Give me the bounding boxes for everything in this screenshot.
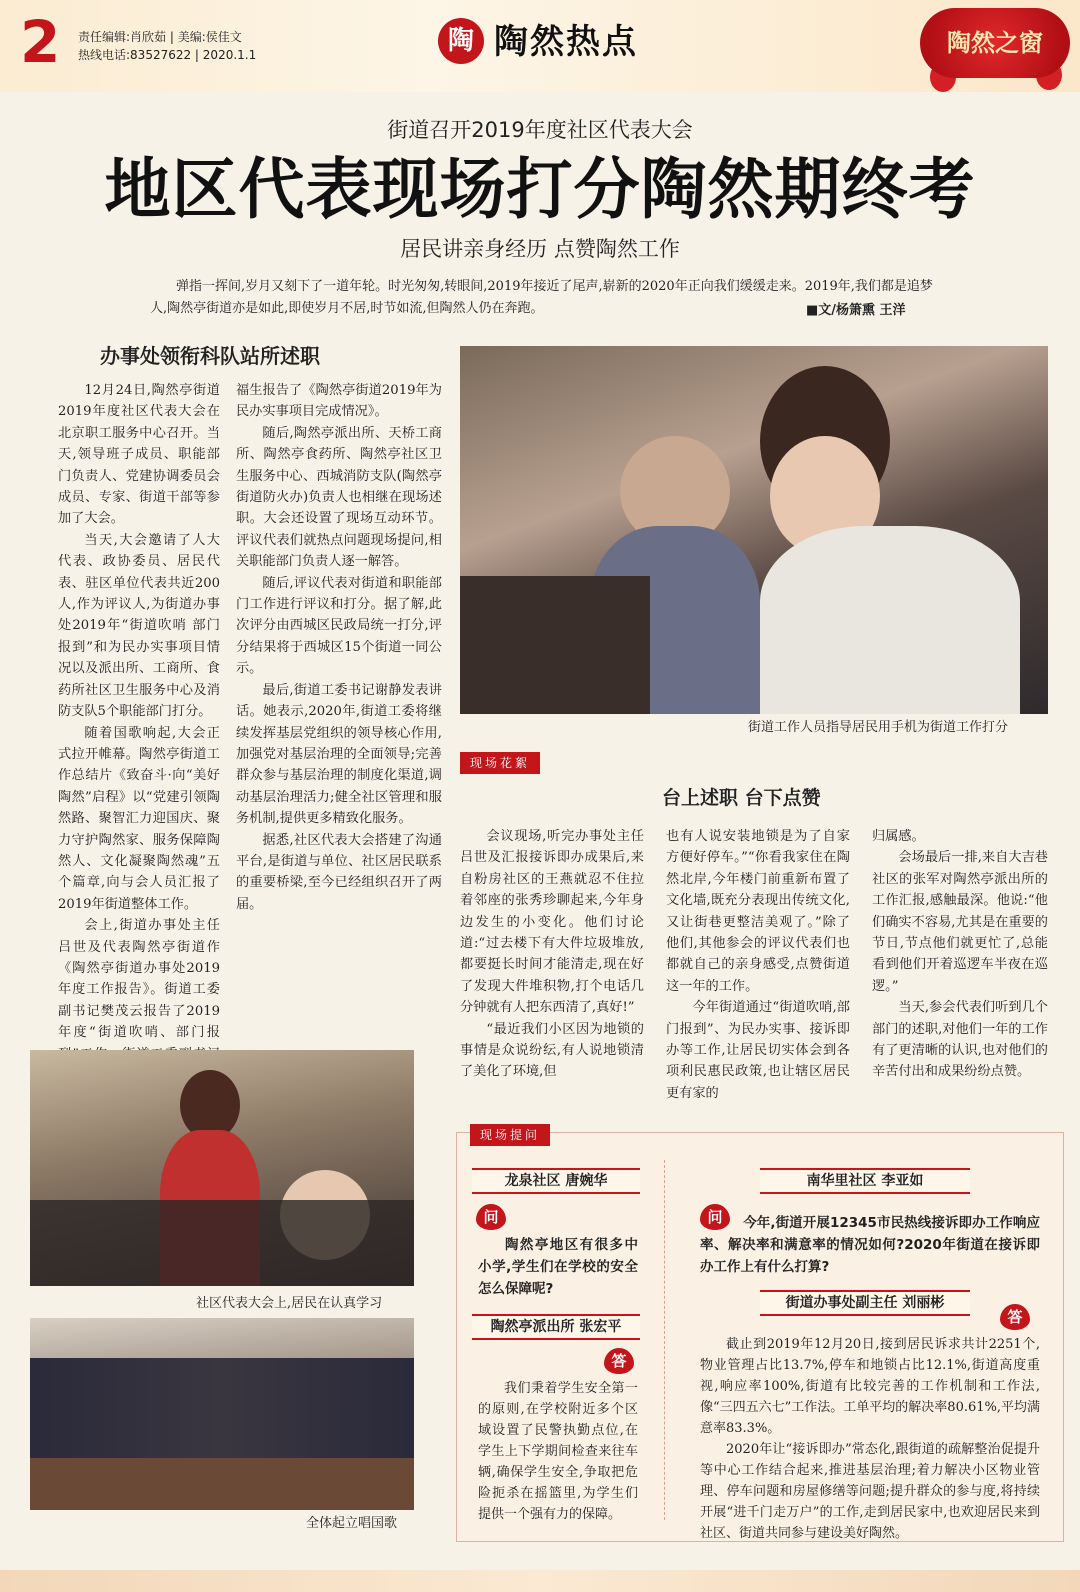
question-badge: 问 bbox=[700, 1204, 730, 1230]
paragraph: 当天,参会代表们听到几个部门的述职,对他们一年的工作有了更清晰的认识,也对他们的辛苦付出和成果纷纷点赞。 bbox=[872, 1000, 1048, 1080]
section-heading: 办事处领衔科队站所述职 bbox=[100, 344, 320, 368]
answer-badge: 答 bbox=[1000, 1304, 1030, 1330]
hotline-line: 热线电话:83527622 | 2020.1.1 bbox=[78, 48, 257, 62]
photo-caption: 街道工作人员指导居民用手机为街道工作打分 bbox=[748, 720, 1009, 735]
article-headline: 地区代表现场打分陶然期终考 bbox=[104, 151, 976, 228]
q2-asker: 南华里社区 李亚如 bbox=[760, 1168, 970, 1194]
question-badge: 问 bbox=[476, 1204, 506, 1230]
article-subhead: 居民讲亲身经历 点赞陶然工作 bbox=[400, 237, 680, 261]
window-logo: 陶然之窗 bbox=[920, 8, 1070, 78]
text-column-3 bbox=[460, 826, 644, 1083]
section-title: 陶然热点 bbox=[494, 22, 638, 62]
byline: ■文/杨箫熏 王洋 bbox=[806, 303, 906, 318]
paragraph: 2020年让“接诉即办”常态化,跟街道的疏解整治促提升等中心工作结合起来,推进基层治理;着力解决小区物业管理、停车问题和房屋修缮等问题;提升群众的参与度,将持续开展“进千门走万户”的工作,走到居民家中,也欢迎居民来到社区、街道共同参与建设美好陶然。 bbox=[700, 1442, 1040, 1541]
section-logo: 陶 bbox=[438, 18, 484, 64]
paragraph: 随着国歌响起,大会正式拉开帷幕。陶然亭街道工作总结片《致奋斗·向“美好陶然”启程》以“党建引领陶然路、聚智汇力迎国庆、聚力守护陶然家、服务保障陶然人、文化凝聚陶然魂”五个篇章,向与会人员汇报了2019年街道整体工作。 bbox=[58, 725, 220, 912]
footer-band bbox=[0, 1570, 1080, 1592]
paragraph: 会场最后一排,来自大吉巷社区的张军对陶然亭派出所的工作汇报,感触最深。他说:“他们确实不容易,尤其是在重要的节日,节点他们就更忙了,总能看到他们开着巡逻车半夜在巡逻。” bbox=[872, 850, 1048, 994]
photo-figure bbox=[760, 526, 1020, 714]
photo-caption: 全体起立唱国歌 bbox=[306, 1516, 398, 1531]
main-photo bbox=[460, 346, 1048, 714]
text-column-5 bbox=[872, 826, 1048, 1083]
paragraph: 也有人说安装地锁是为了自家方便好停车。”“你看我家住在陶然北岸,今年楼门前重新布置了文化墙,既充分表现出传统文化,又让街巷更整洁美观了。”除了他们,其他参会的评议代表们也都就自己的亲身感受,点赞街道这一年的工作。 bbox=[666, 829, 850, 994]
editor-line: 责任编辑:肖欣茹 | 美编:侯佳文 bbox=[78, 30, 242, 44]
photo-crowd bbox=[30, 1200, 414, 1286]
q1-text: 陶然亭地区有很多中小学,学生们在学校的安全怎么保障呢? bbox=[478, 1237, 638, 1297]
a2-responder: 街道办事处副主任 刘丽彬 bbox=[760, 1290, 970, 1316]
q1-asker: 龙泉社区 唐婉华 bbox=[472, 1168, 640, 1194]
feature-title: 台上述职 台下点赞 bbox=[662, 787, 821, 809]
a1-responder: 陶然亭派出所 张宏平 bbox=[472, 1314, 640, 1340]
audience-photo bbox=[30, 1050, 414, 1286]
paragraph: 最后,街道工委书记谢静发表讲话。她表示,2020年,街道工委将继续发挥基层党组织的领导核心作用,加强党对基层治理的全面领导;完善群众参与基层治理的制度化渠道,调动基层治理活力;健全社区管理和服务机制,提供更多精致化服务。 bbox=[236, 682, 442, 827]
feature-tag: 现场花絮 bbox=[460, 752, 540, 774]
paragraph: 我们秉着学生安全第一的原则,在学校附近多个区域设置了民警执勤点位,在学生上下学期间检查来往车辆,确保学生安全,争取把危险扼杀在摇篮里,为学生们提供一个强有力的保障。 bbox=[478, 1381, 638, 1522]
paragraph: 12月24日,陶然亭街道2019年度社区代表大会在北京职工服务中心召开。当天,领导班子成员、职能部门负责人、党建协调委员会成员、专家、街道干部等参加了大会。 bbox=[58, 383, 220, 527]
answer-badge: 答 bbox=[604, 1348, 634, 1374]
qa-divider bbox=[664, 1160, 665, 1520]
paragraph: 随后,陶然亭派出所、天桥工商所、陶然亭食药所、陶然亭社区卫生服务中心、西城消防支队(陶然亭街道防火办)负责人也相继在现场述职。大会还设置了现场互动环节。评议代表们就热点问题现场提问,相关职能部门负责人逐一解答。 bbox=[236, 425, 442, 570]
qa-tag: 现场提问 bbox=[470, 1124, 550, 1146]
paragraph: 据悉,社区代表大会搭建了沟通平台,是街道与单位、社区居民联系的重要桥梁,至今已经组织召开了两届。 bbox=[236, 832, 442, 912]
photo-caption: 社区代表大会上,居民在认真学习 bbox=[196, 1296, 383, 1311]
paragraph: 福生报告了《陶然亭街道2019年为民办实事项目完成情况》。 bbox=[236, 383, 442, 420]
paragraph: 随后,评议代表对街道和职能部门工作进行评议和打分。据了解,此次评分由西城区民政局统一打分,评分结果将于西城区15个街道一同公示。 bbox=[236, 575, 442, 677]
paragraph: 今年街道通过“街道吹哨,部门报到”、为民办实事、接诉即办等工作,让居民切实体会到各项利民惠民政策,也让辖区居民更有家的 bbox=[666, 1000, 850, 1101]
paragraph: 当天,大会邀请了人大代表、政协委员、居民代表、驻区单位代表共近200人,作为评议人,为街道办事处2019年“街道吹哨 部门报到”和为民办实事项目情况以及派出所、工商所、食药所社区卫生服务中心及消防支队5个职能部门打分。 bbox=[58, 532, 220, 720]
article-lead: 弹指一挥间,岁月又刻下了一道年轮。时光匆匆,转眼间,2019年接近了尾声,崭新的2020年正向我们缓缓走来。2019年,我们都是追梦人,陶然亭街道亦是如此,即使岁月不居,时节如流,但陶然人仍在奔跑。 bbox=[150, 279, 933, 316]
page-number: 2 bbox=[20, 8, 61, 76]
photo-crowd bbox=[30, 1358, 414, 1468]
paragraph: 截止到2019年12月20日,接到居民诉求共计2251个,物业管理占比13.7%,停车和地锁占比12.1%,街道高度重视,响应率100%,街道有比较完善的工作机制和工作法,像“三四五六七”工作法。工单平均的解决率80.61%,平均满意率83.3%。 bbox=[700, 1337, 1040, 1436]
paragraph: 会议现场,听完办事处主任吕世及汇报接诉即办成果后,来自粉房社区的王燕就忍不住拉着邻座的张秀珍聊起来,今年身边发生的小变化。他们讨论道:“过去楼下有大件垃圾堆放,都要挺长时间才能清走,现在好了发现大件堆积物,打个电话几分钟就有人把东西清了,真好!” bbox=[460, 829, 644, 1016]
q2-text: 今年,街道开展12345市民热线接诉即办工作响应率、解决率和满意率的情况如何?2020年街道在接诉即办工作上有什么打算? bbox=[700, 1215, 1040, 1275]
paragraph: 会上,街道办事处主任吕世及代表陶然亭街道作《陶然亭街道办事处2019年度工作报告》。街道工委副书记樊茂云报告了2019年度“街道吹哨、部门报 bbox=[58, 918, 220, 1041]
text-column-2 bbox=[236, 380, 442, 915]
paragraph: “最近我们小区因为地锁的事情是众说纷纭,有人说地锁清了美化了环境,但 bbox=[460, 1021, 644, 1080]
anthem-photo bbox=[30, 1318, 414, 1510]
a1-text bbox=[478, 1378, 638, 1525]
photo-table bbox=[30, 1458, 414, 1510]
paragraph: 归属感。 bbox=[872, 829, 925, 844]
a2-text bbox=[700, 1334, 1040, 1544]
text-column-4 bbox=[666, 826, 850, 1104]
photo-table bbox=[460, 576, 650, 714]
text-column-1 bbox=[58, 380, 220, 1086]
article-kicker: 街道召开2019年度社区代表大会 bbox=[387, 118, 693, 142]
